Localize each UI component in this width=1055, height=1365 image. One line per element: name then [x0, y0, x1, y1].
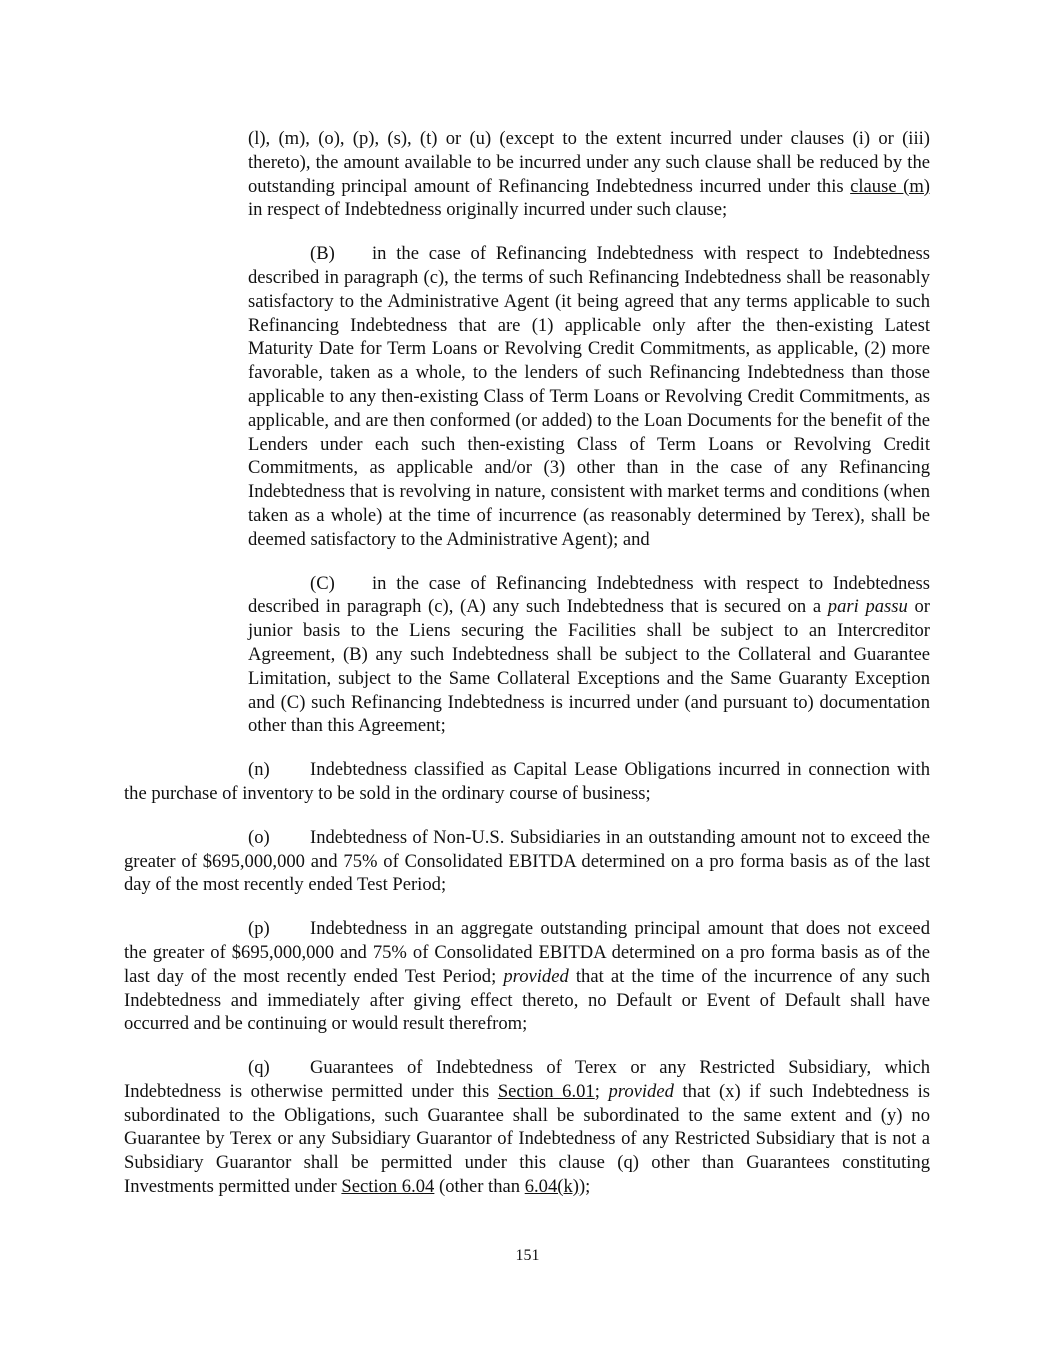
paragraph-o: (o) Indebtedness of Non-U.S. Subsidiaries in an outstanding amount not to exceed the greater of $695,000,000 and 75% of Consolidated EBITDA determined on a pro forma basis as of the last day of the most recently ended Test Period;	[124, 826, 930, 896]
paragraph-B: (B) in the case of Refinancing Indebtedness with respect to Indebtedness described in paragraph (c), the terms of such Refinancing Indebtedness shall be reasonably satisfactory to the Administrative Agent (it being agreed that any terms applicable to such Refinancing Indebtedness that are (1) applicable only after the then-existing Latest Maturity Date for Term Loans or Revolving Credit Commitments, as applicable, (2) more favorable, taken as a whole, to the lenders of such Refinancing Indebtedness than those applicable to any then-existing Class of Term Loans or Revolving Credit Commitments, as applicable, and are then conformed (or added) to the Loan Documents for the benefit of the Lenders under each such then-existing Class of Term Loans or Revolving Credit Commitments, as applicable and/or (3) other than in the case of any Refinancing Indebtedness that is revolving in nature, consistent with market terms and conditions (when taken as a whole) at the time of incurrence (as reasonably determined by Terex), shall be deemed satisfactory to the Administrative Agent); and	[248, 243, 930, 550]
paragraph-C: (C) in the case of Refinancing Indebtedness with respect to Indebtedness described in paragraph (c), (A) any such Indebtedness that is secured on a pari passu or junior basis to the Liens securing the Facilities shall be subject to an Intercreditor Agreement, (B) any such Indebtedness shall be subject to the Collateral and Guarantee Limitation, subject to the Same Collateral Exceptions and the Same Guaranty Exception and (C) such Refinancing Indebtedness is incurred under (and pursuant to) documentation other than this Agreement;	[248, 572, 930, 737]
paragraph-q: (q) Guarantees of Indebtedness of Terex or any Restricted Subsidiary, which Indebtedness is otherwise permitted under this Section 6.01; provided that (x) if such Indebtedness is subordinated to the Obligations, such Guarantee shall be subordinated to the same extent and (y) no Guarantee by Terex or any Subsidiary Guarantor of Indebtedness of any Restricted Subsidiary that is not a Subsidiary Guarantor shall be permitted under this clause (q) other than Guarantees constituting Investments permitted under Section 6.04 (other than 6.04(k));	[124, 1057, 930, 1198]
paragraph-label: (n)	[248, 759, 270, 781]
page-number: 151	[515, 1247, 540, 1264]
paragraph-label: (o)	[248, 826, 270, 848]
paragraph-label: (p)	[248, 918, 270, 940]
section-6-04k-reference: 6.04(k)	[524, 1176, 579, 1198]
document-page	[124, 127, 930, 1219]
paragraph-n: (n) Indebtedness classified as Capital Lease Obligations incurred in connection with the purchase of inventory to be sold in the ordinary course of business;	[124, 759, 930, 804]
section-6-04-reference: Section 6.04	[341, 1176, 435, 1198]
paragraph-label: (B)	[310, 243, 335, 265]
paragraph-label: (q)	[248, 1057, 270, 1079]
clause-m-reference: clause (m)	[850, 175, 930, 197]
paragraph-label: (C)	[310, 572, 335, 594]
section-6-01-reference: Section 6.01	[497, 1080, 595, 1102]
paragraph-p: (p) Indebtedness in an aggregate outstanding principal amount that does not exceed the greater of $695,000,000 and 75% of Consolidated EBITDA determined on a pro forma basis as of the last day of the most recently ended Test Period; provided that at the time of the incurrence of any such Indebtedness and immediately after giving effect thereto, no Default or Event of Default shall have occurred and be continuing or would result therefrom;	[124, 918, 930, 1035]
continuation-paragraph: (l), (m), (o), (p), (s), (t) or (u) (except to the extent incurred under clauses (i) or (iii) thereto), the amount available to be incurred under any such clause shall be reduced by the outstanding principal amount of Refinancing Indebtedness incurred under this clause (m) in respect of Indebtedness originally incurred under such clause;	[248, 128, 930, 221]
